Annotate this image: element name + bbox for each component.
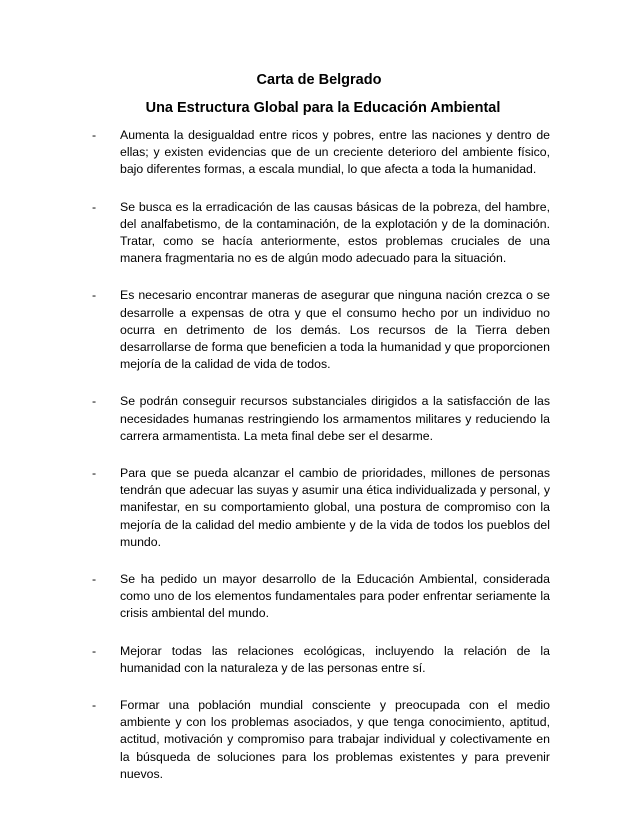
dash-bullet: - bbox=[92, 698, 97, 713]
list-item bbox=[92, 643, 550, 677]
list-item-text: Es necesario encontrar maneras de asegurar que ninguna nación crezca o se desarrolle a expensas de otra y que el consumo hecho por un individuo no ocurra en detrimento de los demás. Los recursos de la Tierra deben desarrollarse de forma que beneficien a toda la humanidad y que proporcionen mejoría de la calidad de vida de todos. bbox=[120, 288, 550, 372]
list-item-text: Se ha pedido un mayor desarrollo de la Educación Ambiental, considerada como uno de los elementos fundamentales para poder enfrentar seriamente la crisis ambiental del mundo. bbox=[120, 572, 550, 621]
dash-bullet: - bbox=[92, 394, 97, 409]
list-item bbox=[92, 465, 550, 551]
list-item bbox=[92, 393, 550, 445]
list-item-text: Formar una población mundial consciente y preocupada con el medio ambiente y con los problemas asociados, y que tenga conocimiento, aptitud, actitud, motivación y compromiso para trabajar individual y colectivamente en la búsqueda de soluciones para los problemas existentes y para prevenir nuevos. bbox=[120, 698, 550, 781]
list-item bbox=[92, 697, 550, 783]
list-item-text: Para que se pueda alcanzar el cambio de prioridades, millones de personas tendrán que adecuar las suyas y asumir una ética individualizada y personal, y manifestar, en su comportamiento global, una postura de compromiso con la mejoría de la calidad del medio ambiente y de la vida de todos los pueblos del mundo. bbox=[120, 466, 550, 549]
list-item-text: Se busca es la erradicación de las causas básicas de la pobreza, del hambre, del analfabetismo, de la contaminación, de la explotación y de la dominación. Tratar, como se hacía anteriormente, estos problemas cruciales de una manera fragmentaria no es de algún modo adecuado para la situación. bbox=[120, 199, 550, 266]
list-item bbox=[92, 571, 550, 623]
list-item bbox=[92, 127, 550, 179]
dash-bullet: - bbox=[92, 572, 97, 587]
dash-bullet: - bbox=[92, 643, 97, 658]
document-subtitle: Una Estructura Global para la Educación Ambiental bbox=[145, 100, 501, 116]
dash-bullet: - bbox=[92, 128, 97, 142]
principles-list bbox=[92, 127, 550, 803]
list-item-text: Mejorar todas las relaciones ecológicas, incluyendo la relación de la humanidad con la naturaleza y de las personas entre sí. bbox=[120, 643, 550, 675]
dash-bullet: - bbox=[92, 466, 97, 481]
list-item-text: Se podrán conseguir recursos substanciales dirigidos a la satisfacción de las necesidades humanas restringiendo los armamentos militares y reduciendo la carrera armamentista. La meta final debe ser el desarme. bbox=[120, 394, 550, 443]
list-item bbox=[92, 287, 550, 373]
document-title: Carta de Belgrado bbox=[256, 72, 382, 88]
dash-bullet: - bbox=[92, 199, 97, 214]
dash-bullet: - bbox=[92, 288, 97, 303]
list-item bbox=[92, 199, 550, 268]
list-item-text: Aumenta la desigualdad entre ricos y pobres, entre las naciones y dentro de ellas; y existen evidencias que de un creciente deterioro del ambiente físico, bajo diferentes formas, a escala mundial, lo que afecta a toda la humanidad. bbox=[120, 128, 550, 177]
